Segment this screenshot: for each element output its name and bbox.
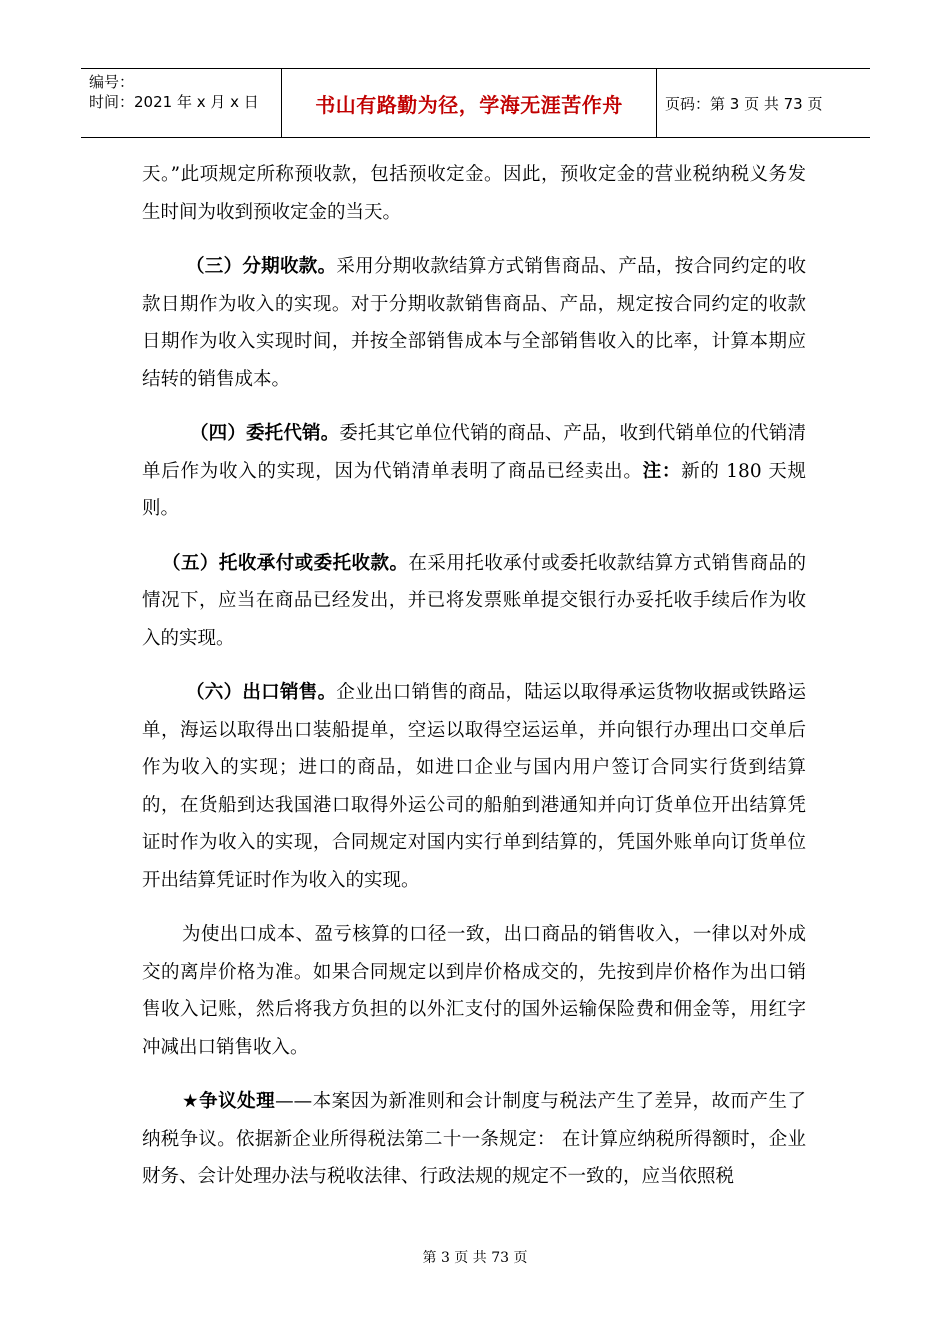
- paragraph-text: 采用分期收款结算方式销售商品、产品，按合同约定的收款日期作为收入的实现。对于分期收款销售商品、产品，规定按合同约定的收款日期作为收入实现时间，并按全部销售成本与全部销售收入的比率，计算本期应结转的销售成本。: [142, 256, 806, 390]
- header-motto-cell: [282, 69, 657, 137]
- paragraph: [142, 1083, 806, 1196]
- page-footer: [0, 1247, 950, 1267]
- paragraph-text: 为使出口成本、盈亏核算的口径一致，出口商品的销售收入，一律以对外成交的离岸价格为准。如果合同规定以到岸价格成交的，先按到岸价格作为出口销售收入记账，然后将我方负担的以外汇支付的国外运输保险费和佣金等，用红字冲减出口销售收入。: [142, 924, 806, 1058]
- footer-page-number: 第 3 页 共 73 页: [422, 1250, 528, 1266]
- document-body: [142, 156, 806, 1213]
- section-heading: （三）分期收款。: [186, 256, 337, 277]
- paragraph: [142, 415, 806, 528]
- number-label: 编号：: [89, 73, 135, 91]
- paragraph-text: 天。”此项规定所称预收款，包括预收定金。因此，预收定金的营业税纳税义务发生时间为收到预收定金的当天。: [142, 164, 806, 223]
- time-label: 时间：2021 年 x 月 x 日: [89, 93, 259, 111]
- header-meta: [81, 69, 282, 137]
- paragraph-text: 企业出口销售的商品，陆运以取得承运货物收据或铁路运单，海运以取得出口装船提单，空运以取得空运运单，并向银行办理出口交单后作为收入的实现；进口的商品，如进口企业与国内用户签订合同实行货到结算的，在货船到达我国港口取得外运公司的船舶到港通知并向订货单位开出结算凭证时作为收入的实现，合同规定对国内实行单到结算的，凭国外账单向订货单位开出结算凭证时作为收入的实现。: [142, 682, 806, 891]
- paragraph: [142, 545, 806, 658]
- page-info: 页码：第 3 页 共 73 页: [665, 94, 823, 113]
- paragraph: [142, 916, 806, 1066]
- header-page-cell: [657, 69, 870, 137]
- paragraph: [142, 674, 806, 899]
- section-heading: ★争议处理: [182, 1091, 276, 1112]
- section-heading: （四）委托代销。: [190, 423, 340, 444]
- paragraph-text: 在采用托收承付或委托收款结算方式销售商品的情况下，应当在商品已经发出，并已将发票账单提交银行办妥托收手续后作为收入的实现。: [142, 552, 806, 649]
- motto: 书山有路勤为径，学海无涯苦作舟: [315, 92, 623, 117]
- note-text: 新的 180 天规则。: [142, 460, 806, 519]
- note-label: 注：: [642, 460, 682, 482]
- section-heading: （五）托收承付或委托收款。: [162, 552, 409, 574]
- paragraph: [142, 248, 806, 398]
- paragraph-text: ——本案因为新准则和会计制度与税法产生了差异，故而产生了纳税争议。依据新企业所得税法第二十一条规定： 在计算应纳税所得额时，企业财务、会计处理办法与税收法律、行政法规的规定不一致的，应当依照税: [142, 1091, 806, 1187]
- paragraph: [142, 156, 806, 231]
- section-heading: （六）出口销售。: [186, 682, 337, 703]
- page-header: [81, 68, 870, 138]
- paragraph-text: 委托其它单位代销的商品、产品，收到代销单位的代销清单后作为收入的实现，因为代销清单表明了商品已经卖出。: [142, 423, 806, 482]
